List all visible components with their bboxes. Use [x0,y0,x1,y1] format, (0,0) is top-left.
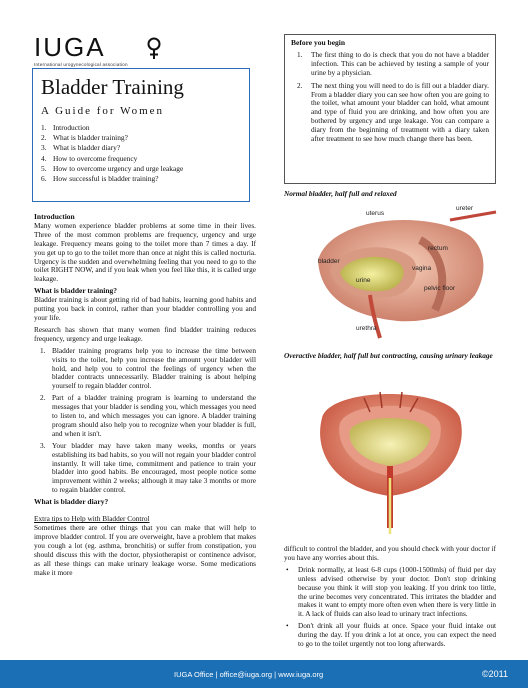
toc-item: 6. How successful is bladder training? [41,174,159,184]
figure2-caption: Overactive bladder, half full but contracting, causing urinary leakage [284,351,493,360]
training-paragraph: Bladder training is about getting rid of bad habits, learning good habits and putting you back in control, rather than your bladder controlling you and your life. [34,295,256,322]
logo-wordmark: IUGA [34,32,106,62]
footer-copyright: ©2011 [482,669,508,679]
iuga-logo [34,34,194,67]
list-item: 2. Part of a bladder training program is learning to understand the messages that your bladder is sending you, which messages you need to listen to, and which messages you can ignore. A bladder training program should also help you to recognize when your bladder is full, and when it isn't. [40,393,256,438]
toc-item: 4. How to overcome frequency [41,153,138,163]
toc-item: 5. How to overcome urgency and urge leakage [41,163,184,173]
research-paragraph: Research has shown that many women find bladder training reduces frequency, urgency and urge leakage. [34,324,256,343]
logo-tagline: International urogynecological association [34,62,128,67]
before-heading: Before you begin [291,38,346,47]
toc-item: 2. What is bladder training? [41,133,128,143]
list-item: • Drink normally, at least 6-8 cups (1000-1500mls) of fluid per day unless advised otherwise by your doctor. Don't stop drinking because you think it will stop you leaking. If you drink too little, the urine becomes very concentrated. This irritates the bladder and makes it want to empty more often even when there is very little in it. A lack of fluids can also lead to urinary tract infections. [286,564,496,619]
training-heading: What is bladder training? [34,286,118,296]
label-ureter: ureter [456,205,473,212]
label-pelvic-floor: pelvic floor [424,285,456,292]
list-item: • Don't drink all your fluids at once. Space your fluid intake out during the day. If you drink a lot at once, you can expect the need to go to the toilet urgently not too long afterwards. [286,621,496,649]
right-column-text [284,545,496,652]
before-you-begin-box [284,34,496,184]
footer-contact: IUGA Office | office@iuga.org | www.iuga.org [174,670,324,679]
intro-heading: Introduction [34,212,75,221]
diary-heading: What is bladder diary? [34,497,109,507]
left-column [34,213,256,580]
label-urine: urine [356,277,371,284]
toc-item: 3. What is bladder diary? [41,143,121,153]
footer-bar [0,660,528,688]
document-subtitle: A Guide for Women [41,105,165,117]
label-bladder: bladder [318,258,340,265]
label-uterus: uterus [366,210,385,217]
list-item: 2. The next thing you will need to do is fill out a bladder diary. From a bladder diary you can see how often you are going to the toilet, what amount your bladder can hold, what amount and type of fluid you are drinking, and how often you are bothered by urgency and urge leakage. You can compare a diary from the beginning of treatment with a diary taken after treatment to see how much change there has been. [297,80,489,144]
tips-list [284,566,496,649]
list-item: 1. Bladder training programs help you to increase the time between visits to the toilet, help you increase the amount your bladder will hold, and help you to control the feelings of urgency when the bladder contracts unnecessarily. Bladder training is about helping yourself to regain bladder control. [40,345,256,391]
overactive-bladder-illustration [310,378,470,538]
table-of-contents [41,123,241,184]
intro-paragraph: Many women experience bladder problems at some time in their lives. Three of the most common problems are frequency, urgency and urge leakage. Frequency means going to the toilet more than 7 times a day. If you get up to go to the toilet more than once at night this is called nocturia. Urgency is the sudden and overwhelming feeling that you need to go to the toilet RIGHT NOW, and if you leak when you feel like this, it is called urge leakage. [34,220,256,284]
title-box [32,68,250,202]
extra-tips-paragraph: Sometimes there are other things that you can make that will help to improve bladder control. If you are overweight, have a problem that makes you cough a lot (eg. asthma, bronchitis) or suffer from constipation, you should discuss this with the doctor, physiotherapist or continence advisor, as all these things can make urinary leakage worse. Some medications make it more [34,523,256,577]
label-vagina: vagina [412,265,432,272]
extra-tips-heading: Extra tips to Help with Bladder Control [34,514,150,524]
training-points [34,347,256,496]
document-title: Bladder Training [41,75,184,99]
toc-item: 1. Introduction [41,123,90,132]
list-item: 1. The first thing to do is check that you do not have a bladder infection. This can be achieved by testing a sample of your urine by a physician. [297,49,489,77]
normal-bladder-illustration [300,200,500,340]
label-rectum: rectum [428,245,448,252]
label-urethra: urethra [356,325,377,332]
female-symbol-icon [146,37,162,61]
continued-paragraph: difficult to control the bladder, and you should check with your doctor if you have any worries about this. [284,544,496,562]
list-item: 3. Your bladder may have taken many weeks, months or years establishing its bad habits, so you will not regain your bladder control instantly. It will take time, commitment and patience to train your bladder into good habits. Be encouraged, most people notice some improvement within 2 weeks; although it may take 3 months or more to regain bladder control. [40,440,256,495]
before-list [291,51,489,144]
figure1-caption: Normal bladder, half full and relaxed [284,189,397,198]
